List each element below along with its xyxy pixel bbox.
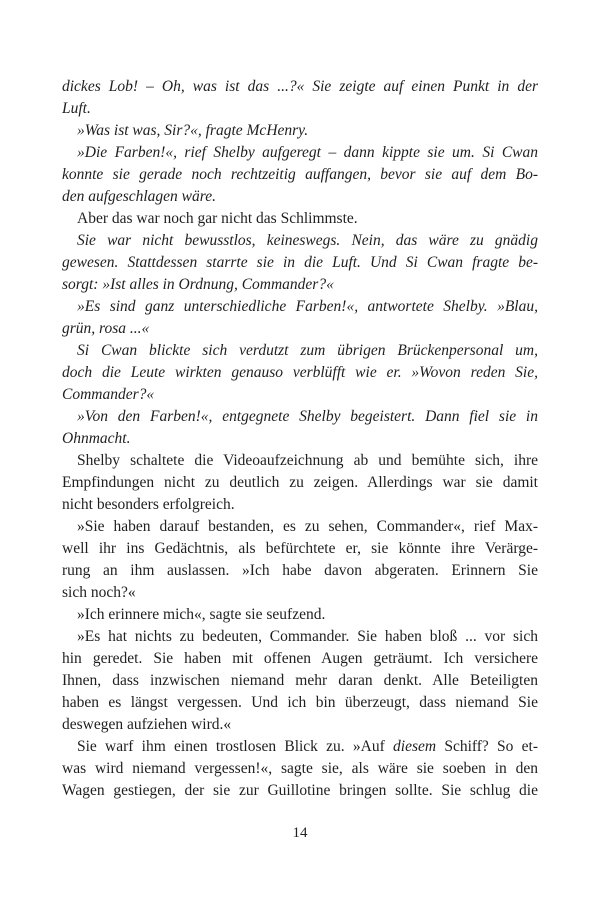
text-segment: Schiff? So et- bbox=[436, 738, 538, 755]
text-line: well ihr ins Gedächtnis, als befürchtete er, sie könnte ihre Verärge- bbox=[62, 540, 538, 557]
text-line: »Die Farben!«, rief Shelby aufgeregt – dann kippte sie um. Si Cwan bbox=[77, 144, 538, 161]
text-line: hin geredet. Sie haben mit offenen Augen geträumt. Ich versichere bbox=[62, 650, 538, 667]
text-line: Sie war nicht bewusstlos, keineswegs. Nein, das wäre zu gnädig bbox=[77, 232, 538, 249]
text-line: konnte sie gerade noch rechtzeitig auffangen, bevor sie auf dem Bo- bbox=[62, 166, 538, 183]
text-line: Si Cwan blickte sich verdutzt zum übrigen Brückenpersonal um, bbox=[77, 342, 538, 359]
text-line: Ohnmacht. bbox=[62, 430, 131, 447]
text-line: »Ich erinnere mich«, sagte sie seufzend. bbox=[77, 606, 326, 623]
text-line: »Es sind ganz unterschiedliche Farben!«, antwortete Shelby. »Blau, bbox=[77, 298, 538, 315]
text-line: »Von den Farben!«, entgegnete Shelby begeistert. Dann fiel sie in bbox=[77, 408, 538, 425]
text-line: rung an ihm auslassen. »Ich habe davon abgeraten. Erinnern Sie bbox=[62, 562, 538, 579]
text-line: nicht besonders erfolgreich. bbox=[62, 496, 235, 513]
text-line: sorgt: »Ist alles in Ordnung, Commander?« bbox=[62, 276, 334, 293]
text-line: den aufgeschlagen wäre. bbox=[62, 188, 216, 205]
text-line: dickes Lob! – Oh, was ist das ...?« Sie zeigte auf einen Punkt in der bbox=[62, 78, 538, 95]
text-line: doch die Leute wirkten genauso verblüfft wie er. »Wovon reden Sie, bbox=[62, 364, 538, 381]
text-line: haben es längst vergessen. Und ich bin überzeugt, dass niemand Sie bbox=[62, 694, 538, 711]
text-line: Empfindungen nicht zu deutlich zu zeigen. Allerdings war sie damit bbox=[62, 474, 538, 491]
text-line: Aber das war noch gar nicht das Schlimmste. bbox=[77, 210, 358, 227]
text-line: sich noch?« bbox=[62, 584, 136, 601]
text-line: »Es hat nichts zu bedeuten, Commander. Sie haben bloß ... vor sich bbox=[77, 628, 538, 645]
text-line: grün, rosa ...« bbox=[62, 320, 150, 337]
text-line: gewesen. Stattdessen starrte sie in die Luft. Und Si Cwan fragte be- bbox=[62, 254, 538, 271]
text-line: was wird niemand vergessen!«, sagte sie, als wäre sie soeben in den bbox=[62, 760, 538, 777]
page-number: 14 bbox=[292, 825, 308, 841]
text-line: »Was ist was, Sir?«, fragte McHenry. bbox=[77, 122, 309, 139]
text-line: Ihnen, dass inzwischen niemand mehr daran denkt. Alle Beteiligten bbox=[62, 672, 538, 689]
text-segment: diesem bbox=[393, 738, 437, 755]
text-line: Wagen gestiegen, der sie zur Guillotine bringen sollte. Sie schlug die bbox=[62, 782, 538, 799]
text-line bbox=[62, 736, 538, 758]
text-segment: Sie warf ihm einen trostlosen Blick zu. »Auf bbox=[77, 738, 394, 755]
text-line: Luft. bbox=[62, 100, 91, 117]
text-line: Shelby schaltete die Videoaufzeichnung ab und bemühte sich, ihre bbox=[77, 452, 538, 469]
text-line: »Sie haben darauf bestanden, es zu sehen, Commander«, rief Max- bbox=[77, 518, 538, 535]
page-text-block bbox=[62, 76, 538, 802]
text-line: deswegen aufziehen wird.« bbox=[62, 716, 232, 733]
text-line: Commander?« bbox=[62, 386, 155, 403]
